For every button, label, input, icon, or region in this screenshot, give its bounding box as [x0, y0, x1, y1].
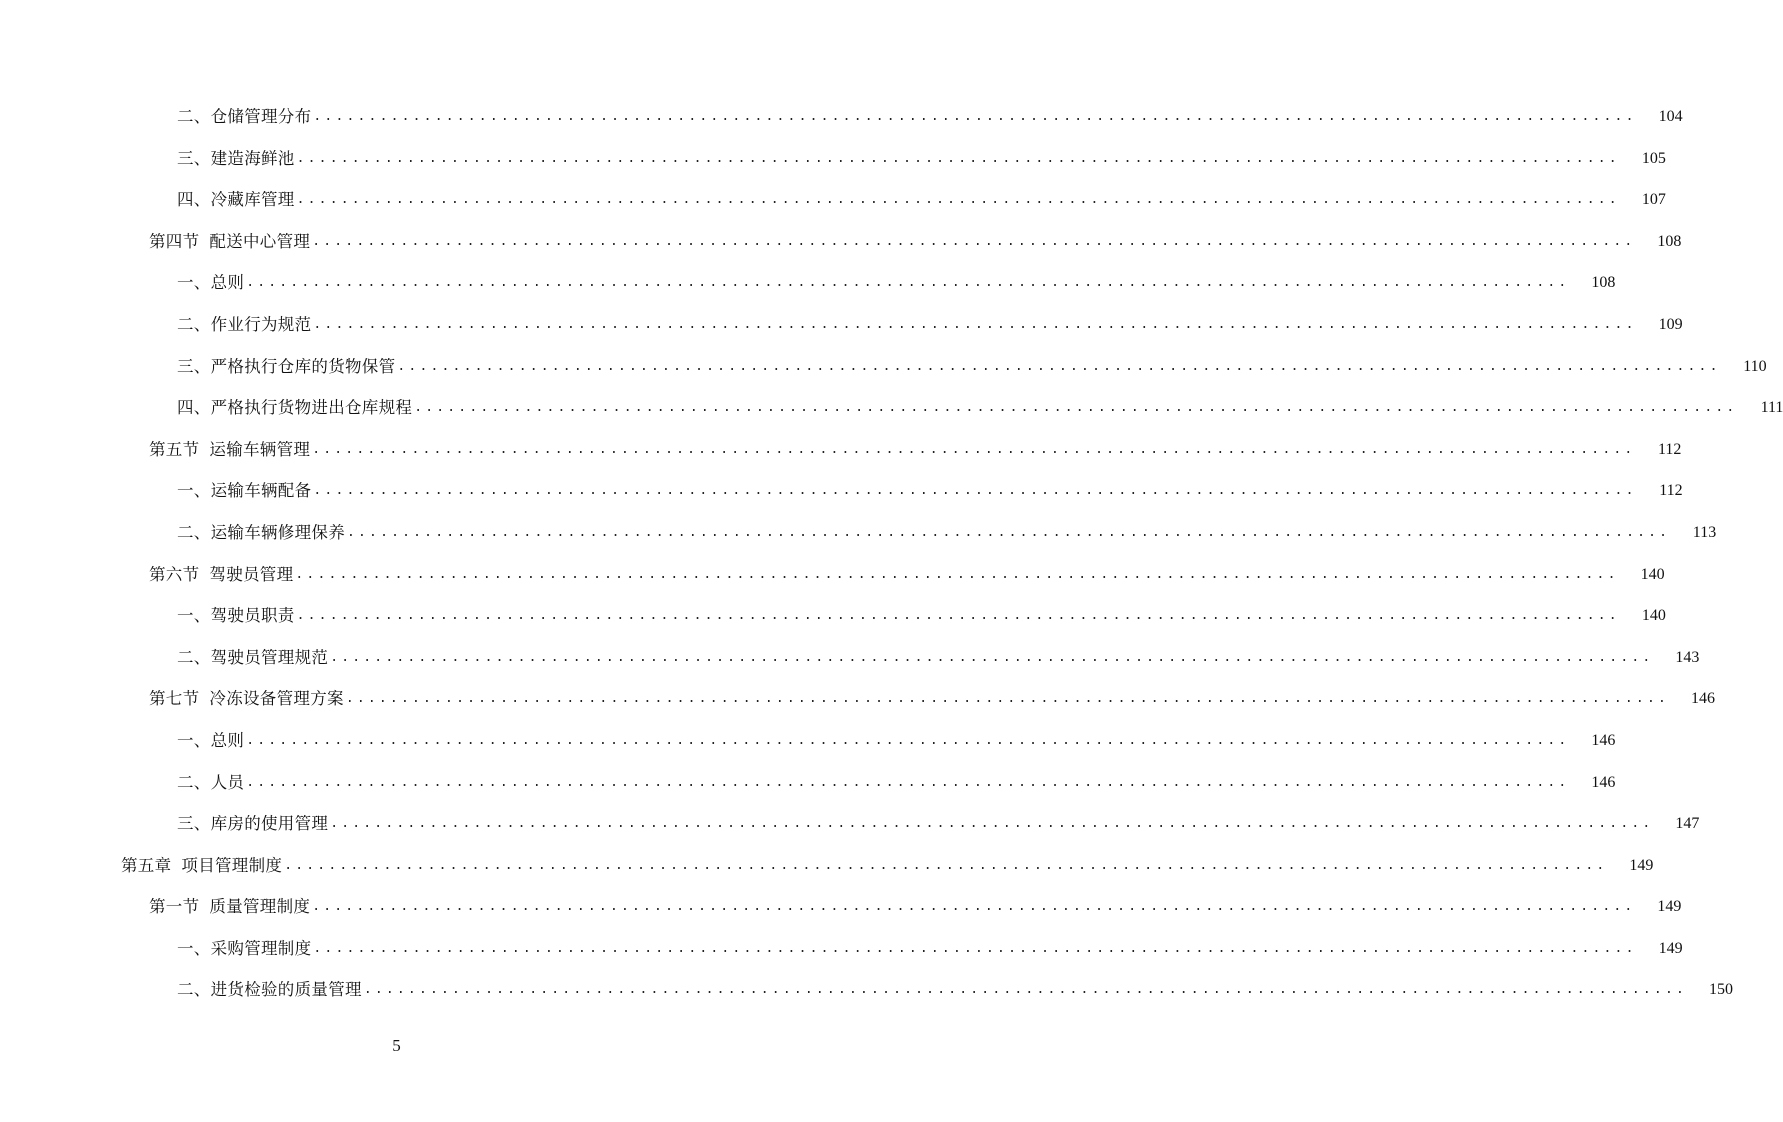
toc-entry-prefix: 第七节: [149, 689, 200, 709]
toc-entry-page: 143: [1675, 648, 1700, 666]
toc-entry-title: [121, 845, 282, 887]
toc-entry[interactable]: [0, 138, 1666, 180]
toc-entry[interactable]: [0, 221, 1682, 263]
toc-entry-page: 107: [1641, 191, 1666, 209]
toc-dot-leader: ........................................................................................................................: [397, 358, 1721, 374]
toc-entry-label: 运输车辆管理: [209, 439, 311, 459]
toc-entry-label: 冷冻设备管理方案: [209, 689, 344, 709]
toc-entry-page: 111: [1760, 399, 1783, 417]
toc-dot-leader: ........................................................................................................................: [313, 483, 1637, 499]
toc-entry-label: 二、人员: [177, 772, 245, 792]
toc-entry[interactable]: [0, 720, 1616, 762]
toc-entry-label: 四、冷藏库管理: [177, 190, 295, 210]
toc-entry-title: [177, 138, 295, 180]
toc-entry-label: 质量管理制度: [209, 897, 311, 917]
toc-entry-page: 147: [1675, 815, 1700, 833]
page-number: 5: [392, 1036, 401, 1055]
toc-entry-page: 146: [1691, 690, 1716, 708]
toc-entry-page: 104: [1658, 108, 1683, 125]
toc-entry-title: [177, 346, 395, 388]
toc-entry-prefix: 第五章: [121, 855, 172, 875]
toc-dot-leader: ........................................................................................................................: [330, 816, 1654, 832]
toc-entry-title: [177, 512, 345, 554]
toc-entry-label: 一、总则: [177, 730, 245, 750]
toc-entry-label: 一、驾驶员职责: [177, 606, 295, 626]
toc-dot-leader: ........................................................................................................................: [313, 316, 1637, 332]
toc-entry-title: [177, 304, 311, 346]
toc-entry-label: 四、严格执行货物进出仓库规程: [177, 398, 413, 418]
toc-dot-leader: ........................................................................................................................: [295, 566, 1619, 582]
toc-entry-prefix: 第一节: [149, 897, 200, 917]
toc-entry[interactable]: [0, 678, 1716, 720]
toc-entry-title: [149, 429, 310, 471]
toc-entry-label: 二、驾驶员管理规范: [177, 647, 329, 667]
toc-entry[interactable]: [0, 928, 1683, 970]
toc-entry-page: 105: [1641, 149, 1666, 167]
toc-entry-title: [177, 803, 328, 845]
toc-entry-page: 140: [1641, 607, 1666, 625]
toc-entry-page: 112: [1658, 440, 1682, 458]
toc-dot-leader: ........................................................................................................................: [312, 233, 1636, 249]
toc-entry-page: 149: [1629, 856, 1654, 874]
toc-entry-title: [177, 595, 295, 637]
toc-entry[interactable]: [0, 470, 1683, 512]
toc-entry-page: 146: [1591, 731, 1616, 749]
toc-entry[interactable]: [0, 429, 1682, 471]
toc-entry-label: 项目管理制度: [181, 855, 283, 875]
toc-dot-leader: ........................................................................................................................: [312, 441, 1636, 457]
table-of-contents: [0, 96, 1783, 1011]
toc-entry-page: 108: [1591, 274, 1616, 292]
toc-entry[interactable]: [0, 886, 1682, 928]
toc-entry-title: [177, 928, 311, 970]
toc-dot-leader: ........................................................................................................................: [345, 691, 1670, 707]
toc-entry-label: 二、仓储管理分布: [177, 107, 312, 126]
toc-entry[interactable]: [0, 179, 1666, 221]
toc-dot-leader: ........................................................................................................................: [296, 192, 1620, 208]
toc-entry[interactable]: [0, 762, 1616, 804]
toc-entry[interactable]: [0, 969, 1734, 1011]
toc-entry[interactable]: [0, 304, 1683, 346]
toc-entry-label: 三、严格执行仓库的货物保管: [177, 356, 396, 376]
toc-entry[interactable]: [0, 637, 1700, 679]
toc-entry-label: 二、运输车辆修理保养: [177, 522, 345, 542]
toc-entry-label: 驾驶员管理: [209, 564, 294, 584]
toc-dot-leader: ........................................................................................................................: [313, 109, 1637, 124]
toc-entry-label: 三、库房的使用管理: [177, 814, 329, 834]
toc-entry-label: 配送中心管理: [209, 231, 311, 251]
toc-entry-page: 149: [1658, 939, 1683, 957]
toc-dot-leader: ........................................................................................................................: [246, 732, 1570, 748]
toc-entry-title: [177, 262, 244, 304]
toc-entry-title: [177, 762, 244, 804]
toc-entry[interactable]: [0, 96, 1683, 138]
toc-entry-title: [177, 969, 362, 1011]
toc-dot-leader: ........................................................................................................................: [347, 524, 1671, 540]
toc-dot-leader: ........................................................................................................................: [246, 275, 1570, 291]
toc-entry-page: 113: [1692, 523, 1717, 541]
toc-entry-title: [177, 637, 328, 679]
toc-entry[interactable]: [0, 803, 1700, 845]
toc-dot-leader: ........................................................................................................................: [363, 982, 1688, 998]
toc-entry-prefix: 第四节: [149, 231, 200, 251]
toc-entry-page: 109: [1658, 315, 1683, 333]
toc-entry-title: [177, 179, 295, 221]
toc-entry-label: 一、采购管理制度: [177, 938, 312, 958]
toc-dot-leader: ........................................................................................................................: [312, 899, 1636, 915]
toc-dot-leader: ........................................................................................................................: [284, 857, 1608, 873]
toc-entry-title: [177, 387, 412, 429]
toc-entry-label: 一、运输车辆配备: [177, 481, 312, 501]
toc-entry-label: 二、作业行为规范: [177, 314, 312, 334]
toc-entry-page: 110: [1743, 357, 1767, 375]
toc-dot-leader: ........................................................................................................................: [246, 774, 1570, 790]
toc-entry-page: 108: [1657, 232, 1682, 250]
toc-entry-prefix: 第六节: [149, 564, 200, 584]
toc-entry-page: 112: [1659, 482, 1683, 500]
toc-entry-label: 一、总则: [177, 273, 245, 293]
toc-entry[interactable]: [0, 554, 1665, 596]
toc-entry[interactable]: [0, 346, 1767, 388]
toc-dot-leader: ........................................................................................................................: [414, 400, 1738, 416]
toc-dot-leader: ........................................................................................................................: [313, 940, 1637, 956]
toc-entry-title: [177, 470, 311, 512]
toc-entry-title: [149, 678, 344, 720]
toc-entry-title: [149, 886, 310, 928]
toc-entry-page: 150: [1709, 981, 1734, 999]
toc-dot-leader: ........................................................................................................................: [330, 649, 1654, 665]
toc-entry[interactable]: [0, 512, 1717, 554]
toc-entry-page: 140: [1640, 565, 1665, 583]
toc-entry[interactable]: [0, 595, 1666, 637]
toc-dot-leader: ........................................................................................................................: [296, 608, 1620, 624]
toc-entry-title: [177, 96, 311, 138]
toc-entry[interactable]: [0, 262, 1616, 304]
toc-entry-title: [177, 720, 244, 762]
toc-entry-prefix: 第五节: [149, 439, 200, 459]
toc-dot-leader: ........................................................................................................................: [296, 150, 1620, 166]
toc-entry-title: [149, 554, 293, 596]
toc-entry-page: 149: [1657, 898, 1682, 916]
toc-entry-page: 146: [1591, 773, 1616, 791]
toc-entry-label: 三、建造海鲜池: [177, 148, 295, 168]
toc-entry[interactable]: [0, 845, 1654, 887]
toc-entry-title: [149, 221, 310, 263]
toc-entry-label: 二、进货检验的质量管理: [177, 980, 362, 1000]
toc-entry[interactable]: [0, 387, 1783, 429]
